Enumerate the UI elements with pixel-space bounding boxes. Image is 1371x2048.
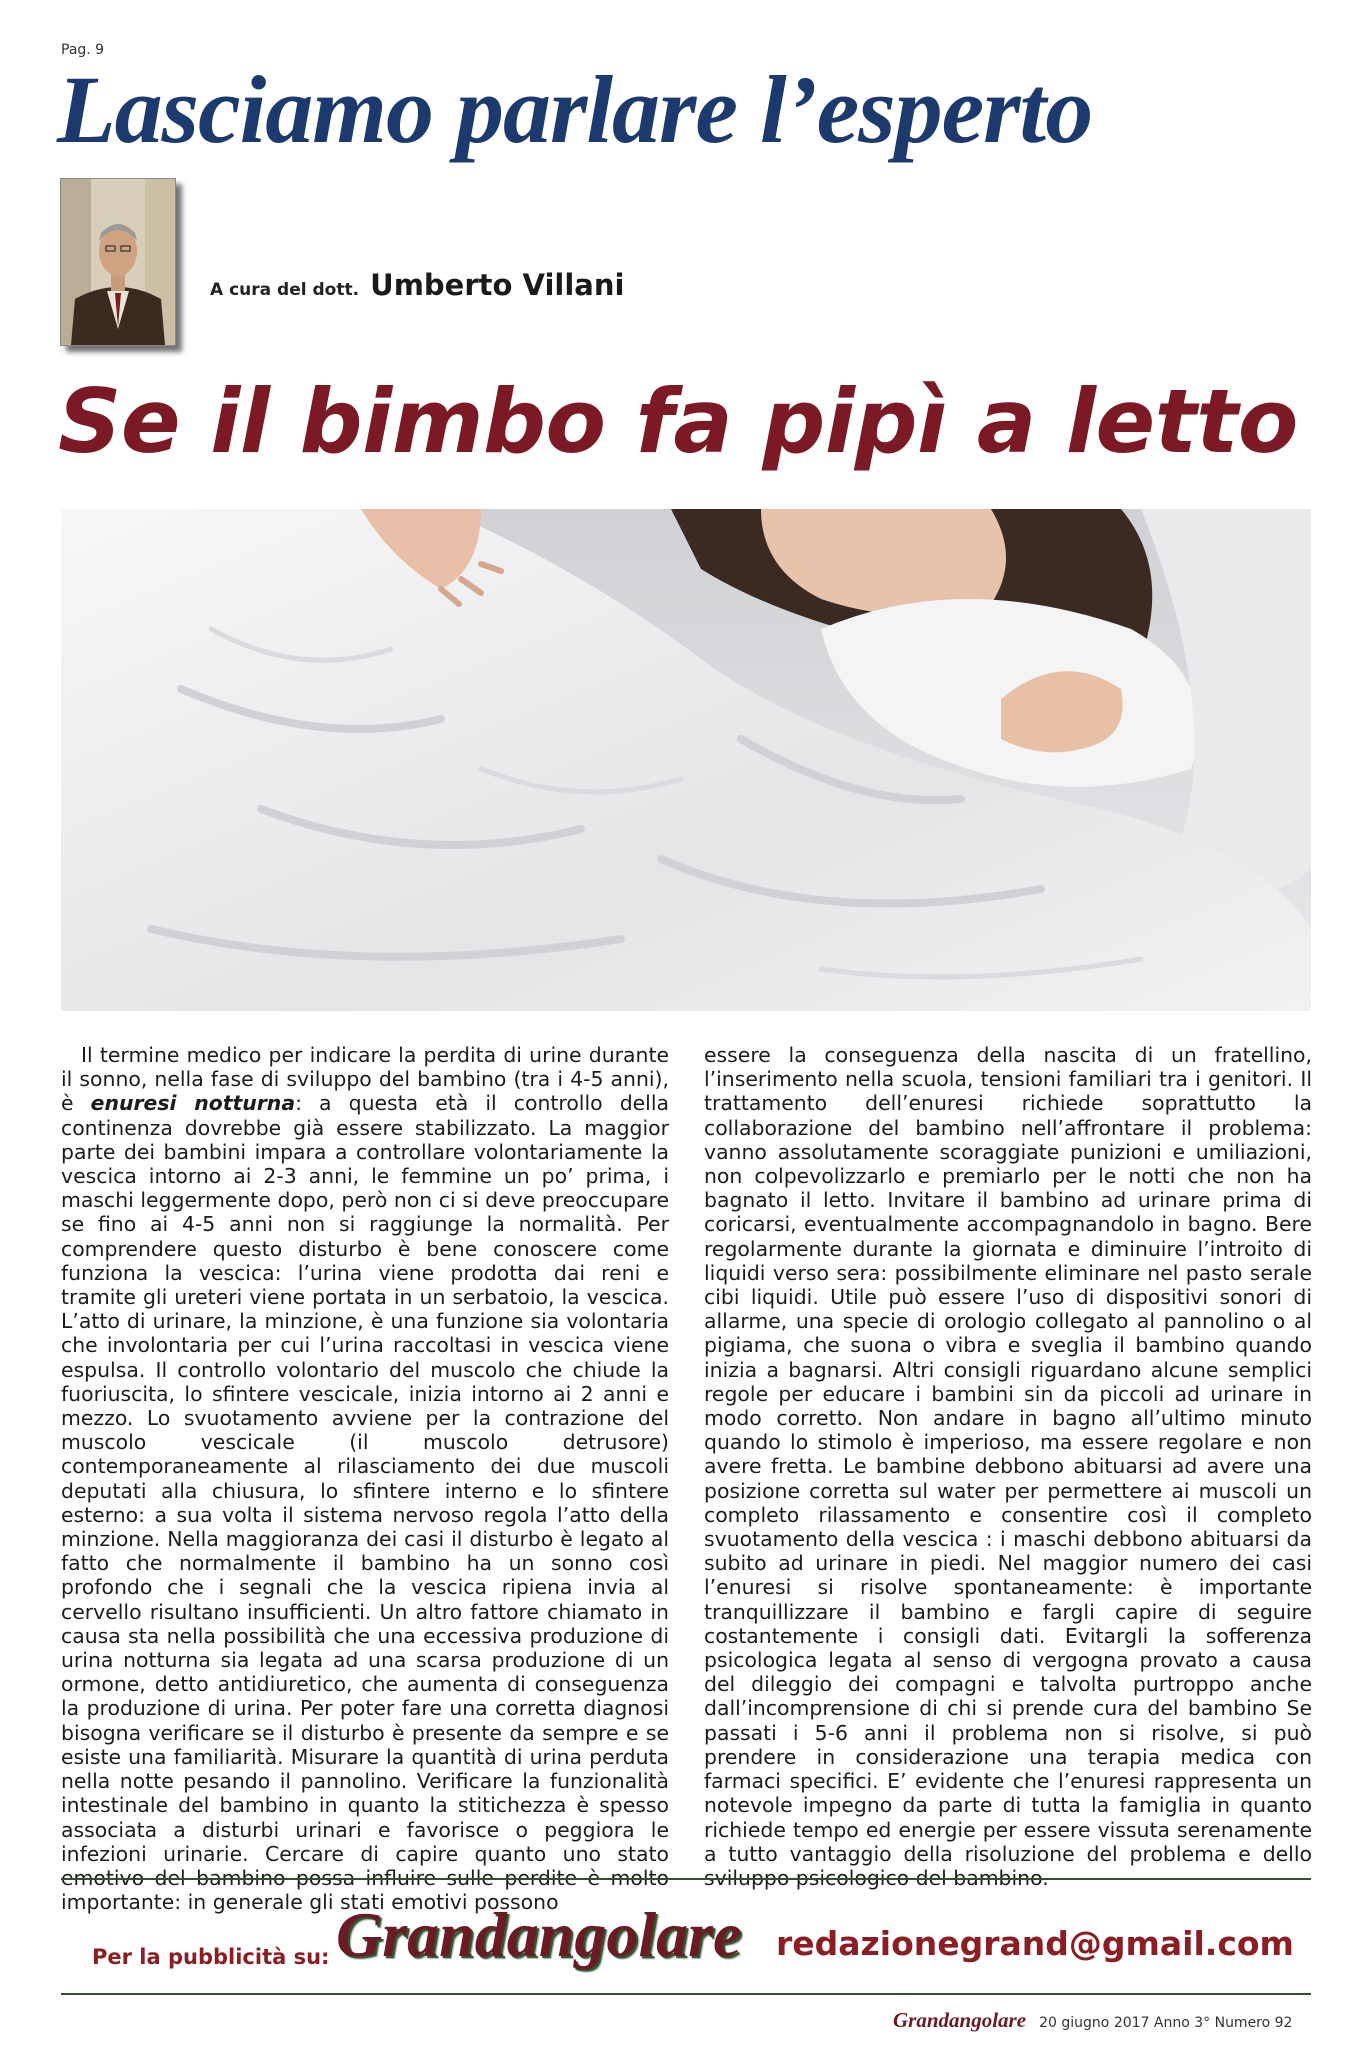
article-paragraph-2: essere la conseguenza della nascita di un fratellino, l’inserimento nella scuola, tensioni familiari tra i genitori. Il trattamento dell’enuresi richiede soprattutto la collaborazione del bambino nell’affrontare il problema: vanno assolutamente scoraggiate punizioni e umiliazioni, non colpevolizzarlo e premiarlo per le notti che non ha bagnato il letto. Invitare il bambino ad urinare prima di coricarsi, eventualmente accompagnandolo in bagno. Bere regolarmente durante la giornata e diminuire l’introito di liquidi verso sera: possibilmente eliminare nel pasto serale cibi liquidi. Utile può essere l’uso di dispositivi sonori di allarme, una specie di orologio collegato al pannolino o al pigiama, che suona o vibra e sveglia il bambino quando inizia a bagnarsi. Altri consigli riguardano alcune semplici regole per educare i bambini sin da piccoli ad urinare in modo corretto. Non andare in bagno all’ultimo minuto quando lo stimolo è imperioso, ma essere regolare e non avere fretta. Le bambine debbono abituarsi ad avere una posizione corretta sul water per permettere ai muscoli un completo rilassamento e consentire così il completo svuotamento della vescica : i maschi debbono abituarsi da subito ad urinare in piedi. Nel maggior numero dei casi l’enuresi si risolve spontaneamente: è importante tranquillizzare il bambino e fargli capire di seguire costantemente i consigli dati. Evitargli la sofferenza psicologica legata al senso di vergogna provato a causa del dileggio dei compagni e talvolta purtroppo anche dall’incomprensione di chi si prende cura del bambino Se passati i 5-6 anni il problema non si risolve, si può prendere in considerazione una terapia medica con farmaci specifici. E’ evidente che l’enuresi rappresenta un notevole impegno da parte di tutta la famiglia in quanto richiede tempo ed energie per essere vissuta serenamente a tutto vantaggio della risoluzione del problema e dello sviluppo psicologico del bambino.	[704, 1043, 1312, 1890]
footer	[893, 2008, 1292, 2033]
section-title: Lasciamo parlare l’esperto	[57, 56, 1093, 163]
ad-label: Per la pubblicità su:	[92, 1945, 330, 1969]
article-paragraph-1	[61, 1043, 669, 1914]
author-prefix: A cura del dott.	[210, 280, 360, 300]
author-byline	[210, 268, 624, 302]
article-headline: Se il bimbo fa pipì a letto	[58, 370, 1298, 473]
author-portrait-illustration	[61, 179, 175, 345]
paragraph-text-continued: : a questa età il controllo della continenza dovrebbe già essere stabilizzato. La maggior parte dei bambini impara a controllare volontariamente la vescica intorno ai 2-3 anni, le femmine un po’ prima, i maschi leggermente dopo, però non ci si deve preoccupare se fino ai 4-5 anni non si raggiunge la normalità. Per comprendere questo disturbo è bene conoscere come funziona la vescica: l’urina viene prodotta dai reni e tramite gli ureteri viene portata in un serbatoio, la vescica. L’atto di urinare, la minzione, è una funzione sia volontaria che involontaria per cui l’urina raccoltasi in vescica viene espulsa. Il controllo volontario del muscolo che chiude la fuoriuscita, lo sfintere vescicale, inizia intorno ai 2 anni e mezzo. Lo svuotamento avviene per la contrazione del muscolo vescicale (il muscolo detrusore) contemporaneamente al rilasciamento dei due muscoli deputati alla chiusura, lo sfintere interno e lo sfintere esterno: a sua volta il sistema nervoso regola l’atto della minzione. Nella maggioranza dei casi il disturbo è legato al fatto che normalmente il bambino ha un sonno così profondo che i segnali che la vescica ripiena invia al cervello risultano insufficienti. Un altro fattore chiamato in causa sta nella possibilità che una eccessiva produzione di urina notturna sia legata ad una scarsa produzione di un ormone, detto antidiuretico, che aumenta di conseguenza la produzione di urina. Per poter fare una corretta diagnosi bisogna verificare se il disturbo è presente da sempre e se esiste una familiarità. Misurare la quantità di urina perduta nella notte pesando il pannolino. Verificare la funzionalità intestinale del bambino in quanto la stitichezza è spesso associata a disturbi urinari e favorisce o peggiora le infezioni urinarie. Cercare di capire quanto uno stato emotivo del bambino possa influire sulle perdite è molto importante: in generale gli stati emotivi possono	[61, 1091, 670, 1915]
article-column-right	[704, 1043, 1312, 1890]
author-name: Umberto Villani	[370, 268, 625, 302]
article-column-left	[61, 1043, 669, 1914]
ad-email-link[interactable]: redazionegrand@gmail.com	[776, 1924, 1294, 1963]
main-photo	[61, 509, 1311, 1011]
ad-brand-logo: Grandangolare	[336, 1899, 742, 1970]
footer-divider-bottom	[61, 1993, 1311, 1995]
footer-divider-top	[61, 1878, 1311, 1880]
paragraph-text-start: Il termine medico per indicare la perdita di urine durante il sonno, nella fase di sviluppo del bambino (tra i 4-5 anni), è	[61, 1043, 669, 1116]
medical-term: enuresi notturna	[90, 1091, 296, 1116]
footer-issue-info: 20 giugno 2017 Anno 3° Numero 92	[1039, 2015, 1293, 2031]
sleeping-child-illustration	[61, 509, 1311, 1011]
page-number: Pag. 9	[61, 42, 105, 58]
footer-brand: Grandangolare	[893, 2008, 1027, 2032]
author-photo	[60, 178, 176, 346]
